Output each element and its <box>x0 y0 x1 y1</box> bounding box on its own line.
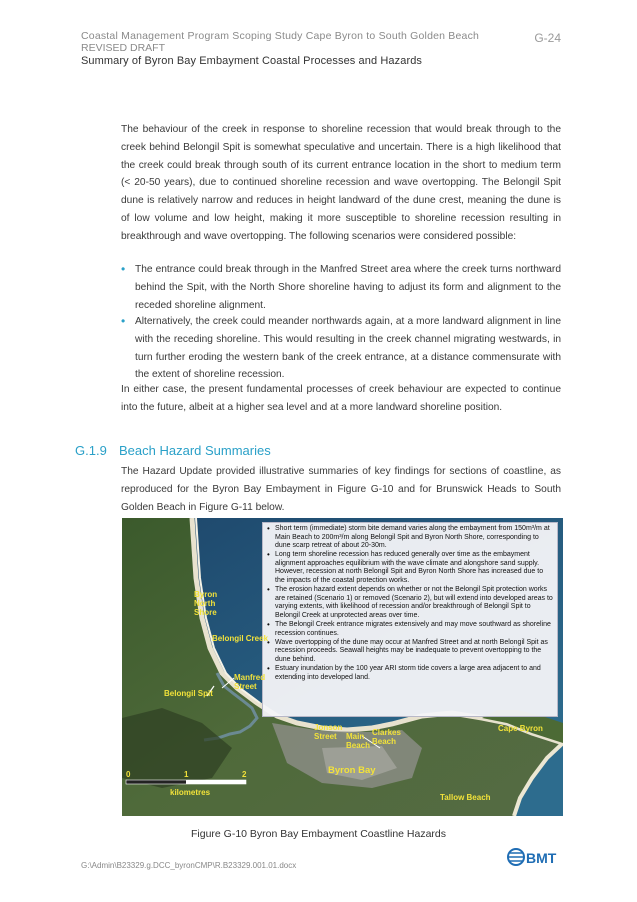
bmt-logo <box>507 842 559 872</box>
page-number: G-24 <box>534 31 561 45</box>
bullet-item <box>121 261 561 314</box>
info-point: • Short term (immediate) storm bite demand varies along the embayment from 150m³/m at Main Beach to 200m³/m along Belongil Spit and Byron North Shore, corresponding to dune scarp retreat of about 20-30m. <box>275 525 553 551</box>
paragraph-creek-behaviour: The behaviour of the creek in response to shoreline recession that would break through to the creek behind Belongil Spit is somewhat speculative and uncertain. There is a high likelihood that the creek could break through south of its current entrance location in the short to medium term (< 20-50 years), due to continued shoreline recession and wave overtopping. The Belongil Spit dune is relatively narrow and reduces in height landward of the dune crest, meaning the dune is of low volume and low height, making it more susceptible to shoreline recession resulting in breakthrough and wave overtopping. The following scenarios were considered possible: <box>121 124 561 242</box>
footer-file-path: G:\Admin\B23329.g.DCC_byronCMP\R.B23329.001.01.docx <box>81 861 297 870</box>
section-number: G.1.9 <box>75 443 107 458</box>
header-document-title: Coastal Management Program Scoping Study Cape Byron to South Golden Beach <box>81 30 480 42</box>
map-label-byron-bay: Byron Bay <box>328 765 376 776</box>
bullet-item <box>121 313 561 384</box>
map-label-jonson-street: Jonson Street <box>314 723 343 741</box>
info-point: • Wave overtopping of the dune may occur at Manfred Street and at north Belongil Spit as recession proceeds. Seawall heights may be inadequate to prevent overtopping to the dune behind. <box>275 639 553 665</box>
map-label-cape-byron: Cape Byron <box>498 724 543 733</box>
bullet-icon: • <box>121 262 126 276</box>
figure-hazard-map <box>122 518 563 816</box>
bullet-text: Alternatively, the creek could meander northwards again, at a more landward alignment in line with the receding shoreline. This would resulting in the creek channel migrating westwards, in turn further eroding the western bank of the creek entrance, at a distance commensurate with the extent of shoreline recession. <box>135 316 561 381</box>
info-point: • The Belongil Creek entrance migrates extensively and may move southward as shoreline recession continues. <box>275 621 553 638</box>
bmt-logo-text: BMT <box>526 850 557 866</box>
header-draft-status: REVISED DRAFT <box>81 42 166 54</box>
map-label-main-beach: Main Beach <box>346 732 371 750</box>
info-point: • Long term shoreline recession has reduced generally over time as the embayment alignment approaches equilibrium with the wave climate and alongshore sand supply. However, recession at north Belongil Spit and Byron North Shore has increased due to the impacts of the coastal protection works. <box>275 551 553 585</box>
map-label-belongil-spit: Belongil Spit <box>164 689 213 698</box>
bullet-icon: • <box>121 314 126 328</box>
bmt-logo-icon <box>507 842 559 872</box>
hazard-info-panel <box>262 522 558 717</box>
map-label-clarkes-beach: Clarkes Beach <box>372 728 401 746</box>
map-label-manfred-street: Manfred Street <box>234 673 266 691</box>
scale-label-1: 1 <box>184 770 189 779</box>
paragraph-either-case: In either case, the present fundamental processes of creek behaviour are expected to continue into the future, albeit at a higher sea level and at a more landward shoreline position. <box>121 384 561 413</box>
scale-label-2: 2 <box>242 770 247 779</box>
figure-caption: Figure G-10 Byron Bay Embayment Coastline Hazards <box>190 828 447 840</box>
scale-unit-label: kilometres <box>170 788 211 797</box>
section-title: Beach Hazard Summaries <box>119 443 271 458</box>
header-subtitle: Summary of Byron Bay Embayment Coastal Processes and Hazards <box>81 55 423 67</box>
map-label-belongil-creek: Belongil Creek <box>212 634 269 643</box>
section-heading <box>75 443 271 458</box>
paragraph-hazard-summaries: The Hazard Update provided illustrative summaries of key findings for sections of coastline, as reproduced for the Byron Bay Embayment in Figure G-10 and for Brunswick Heads to South Golden Beach in Figure G-11 below. <box>121 466 561 513</box>
map-label-tallow-beach: Tallow Beach <box>440 793 491 802</box>
map-label-byron-north-shore: Byron North Shore <box>194 590 218 617</box>
scale-label-0: 0 <box>126 770 131 779</box>
info-point: • Estuary inundation by the 100 year ARI storm tide covers a large area adjacent to and extending into developed land. <box>275 665 553 682</box>
bullet-text: The entrance could break through in the Manfred Street area where the creek turns northward behind the Spit, with the North Shore shoreline having to adjust its form and alignment to the receded shoreline alignment. <box>135 264 561 311</box>
info-point: • The erosion hazard extent depends on whether or not the Belongil Spit protection works are retained (Scenario 1) or removed (Scenario 2), but will extend into developed areas to varying extents, with likelihood of recession and/or breakthrough of Belongil Spit to Belongil Creek at unprotected areas over time. <box>275 586 553 620</box>
